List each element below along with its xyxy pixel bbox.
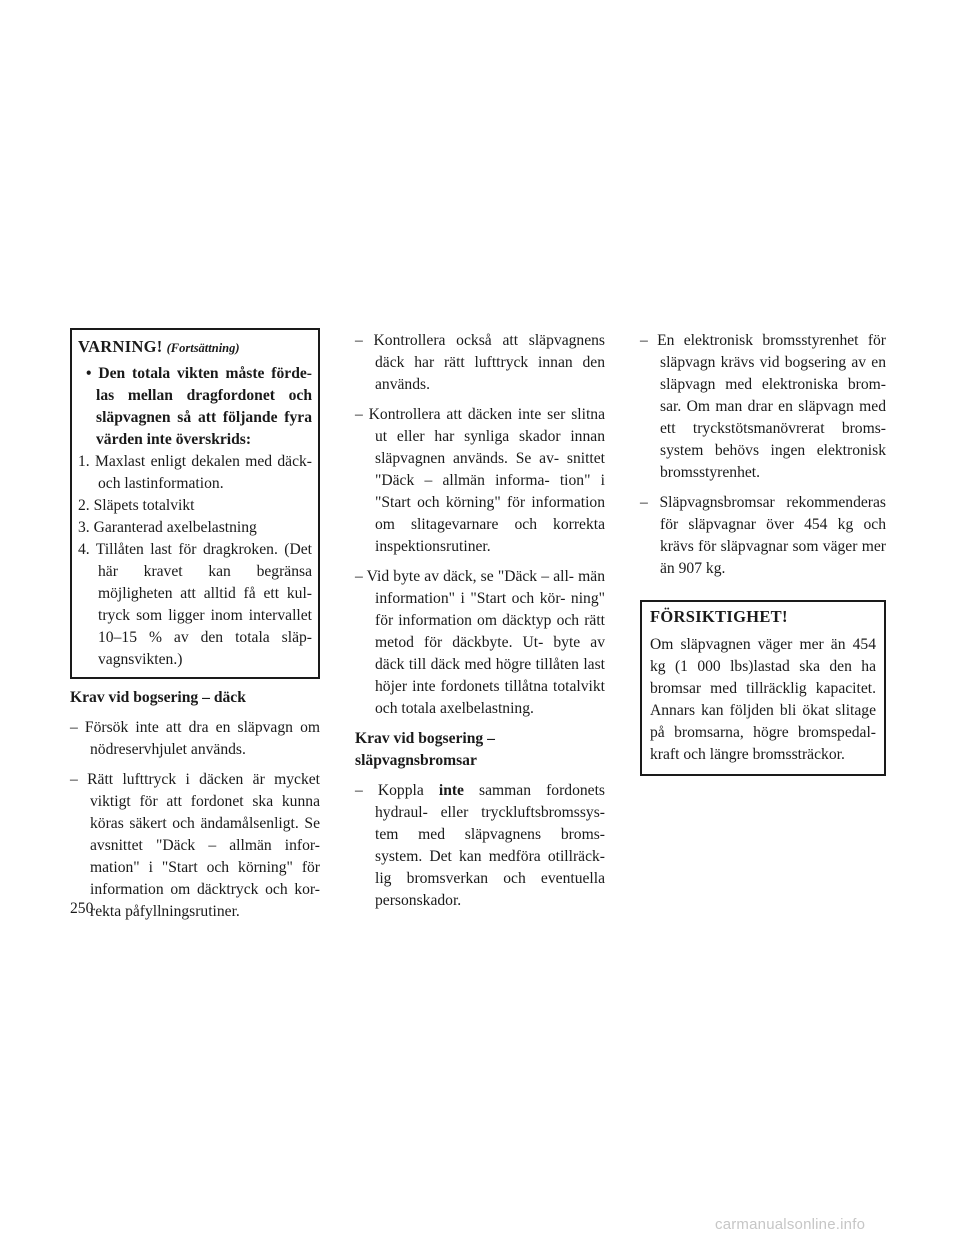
section-heading-tires: Krav vid bogsering – däck	[70, 689, 246, 706]
watermark: carmanualsonline.info	[715, 1216, 866, 1233]
brakes-heading-line2: släpvagnsbromsar	[355, 752, 477, 769]
tires-item-5: – Vid byte av däck, se "Däck – all- män information" i "Start och kör- ning" för information om däcktyp och rätt metod för däckbyte. Ut- byte av däck till däck med högre tillåten last höjer inte fordonets tillåtna totalvikt och totala axelbelastning.	[355, 568, 605, 717]
page-number: 250	[70, 900, 94, 917]
warning-item-2: 2. Släpets totalvikt	[78, 497, 195, 514]
warning-item-1: 1. Maxlast enligt dekalen med däck- och lastinformation.	[78, 453, 312, 492]
tires-item-1: – Försök inte att dra en släpvagn om nödreservhjulet används.	[70, 719, 320, 758]
brakes-item-1	[355, 780, 605, 912]
brakes-heading-line1: Krav vid bogsering –	[355, 730, 495, 747]
brakes-item-1-prefix: – Koppla	[355, 782, 439, 799]
caution-title: FÖRSIKTIGHET!	[650, 607, 788, 626]
warning-title: VARNING!	[78, 337, 163, 356]
column-middle	[355, 330, 605, 912]
tires-item-4: – Kontrollera att däcken inte ser slitna ut eller har synliga skador innan släpvagnen används. Se av- snittet "Däck – allmän informa- tion" i "Start och körning" för information om slitagevarnare och korrekta inspektionsrutiner.	[355, 406, 605, 555]
column-right	[640, 330, 886, 776]
caution-text: Om släpvagnen väger mer än 454 kg (1 000 lbs)lastad ska den ha bromsar med tillräcklig kapacitet. Annars kan följden bli ökat slitage på bromsarna, högre bromspedal- kraft och längre bromssträckor.	[650, 636, 876, 763]
warning-subtitle: (Fortsättning)	[166, 341, 240, 355]
warning-item-3: 3. Garanterad axelbelastning	[78, 519, 257, 536]
warning-header	[78, 336, 312, 359]
warning-box	[70, 328, 320, 679]
brakes-item-3: – Släpvagnsbromsar rekommenderas för släpvagnar över 454 kg och krävs för släpvagnar som väger mer än 907 kg.	[640, 494, 886, 577]
column-left	[70, 328, 320, 923]
tires-item-3: – Kontrollera också att släpvagnens däck har rätt lufttryck innan den används.	[355, 332, 605, 393]
caution-box	[640, 600, 886, 776]
warning-item-4: 4. Tillåten last för dragkroken. (Det här kravet kan begränsa möjligheten att alltid få ett kul- tryck som ligger inom intervallet 10–15 % av den totala släp- vagnsvikten.)	[78, 541, 312, 668]
brakes-item-2: – En elektronisk bromsstyrenhet för släpvagn krävs vid bogsering av en släpvagn med elektroniska brom- sar. Om man drar en släpvagn med ett tryckstötsmanövrerat broms- system behövs ingen elektronisk bromsstyrenhet.	[640, 332, 886, 481]
section-heading-brakes	[355, 728, 605, 772]
tires-item-2: – Rätt lufttryck i däcken är mycket viktigt för att fordonet ska kunna köras säkert och ändamålsenligt. Se avsnittet "Däck – allmän infor- mation" i "Start och körning" för information om däcktryck och kor- rekta påfyllningsrutiner.	[70, 771, 320, 920]
warning-bullet: • Den totala vikten måste förde- las mellan dragfordonet och släpvagnen så att följande fyra värden inte överskrids:	[86, 365, 312, 448]
brakes-item-1-emphasis: inte	[438, 782, 464, 799]
brakes-item-1-rest: samman fordonets hydraul- eller tryckluftsbromssys- tem med släpvagnens broms- system. Det kan medföra otillräck- lig bromsverkan och eventuella personskador.	[375, 782, 605, 909]
